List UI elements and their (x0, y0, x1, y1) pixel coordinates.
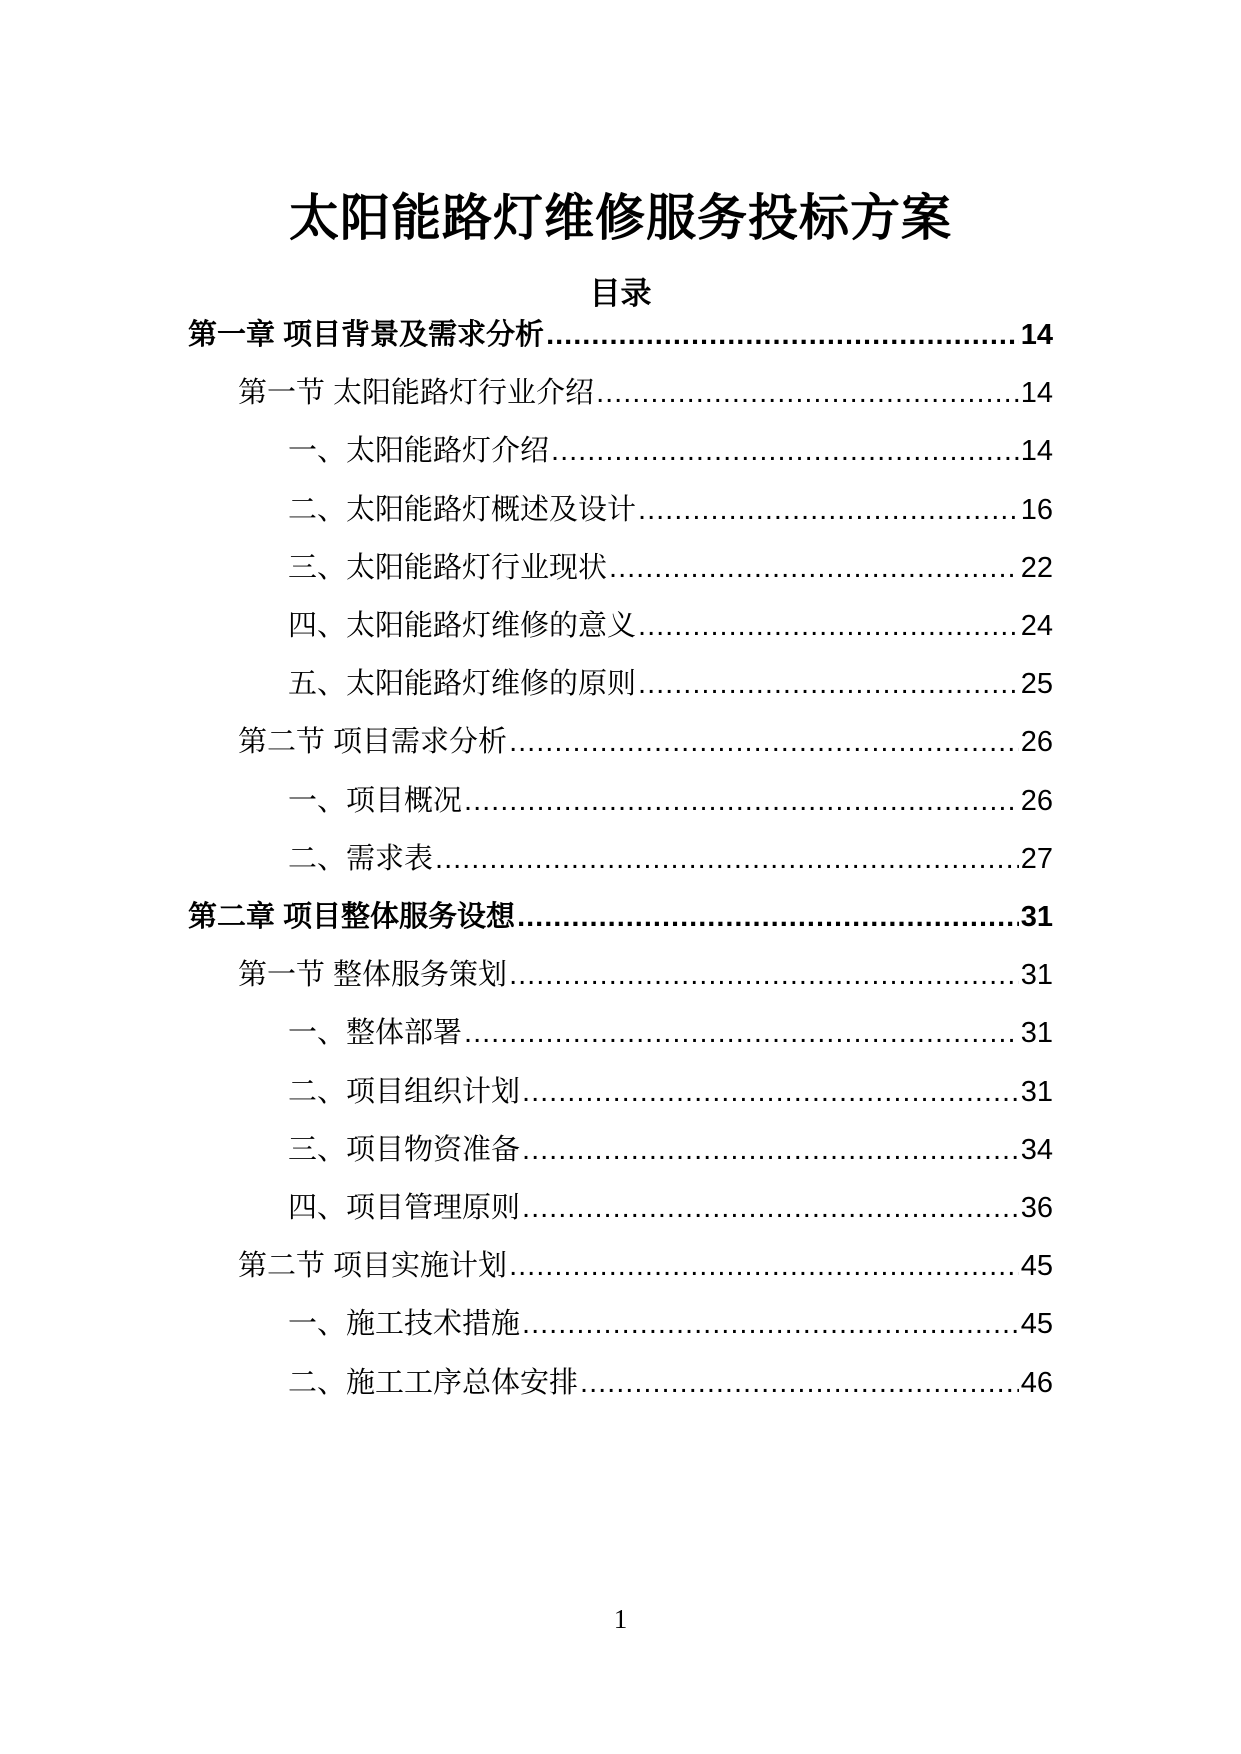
toc-entry-label: 第二节 项目需求分析 (238, 726, 508, 759)
toc-entry-label: 一、太阳能路灯介绍 (288, 435, 550, 468)
toc-entry[interactable] (238, 945, 1053, 995)
toc-entry-page: 26 (1020, 726, 1053, 759)
toc-entry[interactable] (288, 654, 1053, 704)
toc-entry-label: 一、项目概况 (288, 784, 463, 817)
toc-leader-dots (522, 1188, 1019, 1228)
toc-leader-dots (435, 839, 1019, 879)
toc-entry[interactable] (188, 887, 1053, 937)
document-title: 太阳能路灯维修服务投标方案 (289, 190, 952, 246)
toc-entry-page: 26 (1020, 784, 1053, 817)
toc-leader-dots (609, 548, 1019, 588)
toc-leader-dots (522, 1130, 1019, 1170)
toc-entry-label: 三、项目物资准备 (288, 1133, 521, 1166)
toc-entry[interactable] (288, 771, 1053, 821)
toc-entry[interactable] (288, 480, 1053, 530)
toc-entry-page: 31 (1020, 1017, 1053, 1050)
toc-entry[interactable] (288, 1003, 1053, 1053)
toc-leader-dots (464, 781, 1019, 821)
toc-entry-label: 一、整体部署 (288, 1017, 463, 1050)
toc-heading: 目录 (589, 276, 652, 311)
toc-entry[interactable] (288, 421, 1053, 471)
toc-entry[interactable] (288, 596, 1053, 646)
toc-leader-dots (551, 431, 1019, 471)
toc-leader-dots (509, 1246, 1019, 1286)
toc-entry[interactable] (288, 829, 1053, 879)
toc-entry-page: 25 (1020, 668, 1053, 701)
toc-entry-page: 31 (1020, 1075, 1053, 1108)
toc-entry[interactable] (288, 1353, 1053, 1403)
toc-entry-page: 31 (1020, 901, 1053, 933)
toc-entry-label: 第一章 项目背景及需求分析 (188, 319, 545, 351)
toc-entry-label: 一、施工技术措施 (288, 1308, 521, 1341)
toc-entry-page: 45 (1020, 1250, 1053, 1283)
toc-leader-dots (522, 1072, 1019, 1112)
toc-entry-page: 16 (1020, 493, 1053, 526)
toc-leader-dots (638, 664, 1019, 704)
toc-entry-page: 36 (1020, 1192, 1053, 1224)
toc-entry-label: 二、施工工序总体安排 (288, 1366, 579, 1399)
toc-entry-label: 第一节 太阳能路灯行业介绍 (238, 377, 595, 410)
toc-entry[interactable] (288, 538, 1053, 588)
toc-entry[interactable] (288, 1178, 1053, 1228)
toc-leader-dots (638, 606, 1019, 646)
toc-entry-page: 34 (1020, 1133, 1053, 1166)
toc-entry-label: 三、太阳能路灯行业现状 (288, 551, 608, 584)
toc-entry-label: 第一节 整体服务策划 (238, 959, 508, 992)
toc-entry-page: 22 (1020, 551, 1053, 584)
toc-entry-page: 24 (1020, 610, 1053, 642)
toc-entry-page: 45 (1020, 1308, 1053, 1341)
toc-leader-dots (517, 897, 1019, 937)
toc-leader-dots (596, 373, 1019, 413)
toc-entry-label: 第二章 项目整体服务设想 (188, 901, 516, 933)
toc-leader-dots (638, 490, 1019, 530)
toc-entry[interactable] (288, 1294, 1053, 1344)
toc-leader-dots (580, 1363, 1019, 1403)
toc-leader-dots (522, 1304, 1019, 1344)
toc-entry-label: 二、太阳能路灯概述及设计 (288, 493, 637, 526)
toc-leader-dots (546, 315, 1019, 355)
toc-entry-label: 二、项目组织计划 (288, 1075, 521, 1108)
toc-leader-dots (464, 1013, 1019, 1053)
toc-entry[interactable] (288, 1062, 1053, 1112)
page-number: 1 (613, 1604, 628, 1634)
toc-entry-page: 27 (1020, 842, 1053, 875)
toc-entry[interactable] (188, 305, 1053, 355)
toc-entry-page: 14 (1020, 435, 1053, 468)
toc-entry[interactable] (238, 363, 1053, 413)
toc-leader-dots (509, 722, 1019, 762)
toc-entry-page: 31 (1020, 959, 1053, 992)
toc-entry-label: 四、项目管理原则 (288, 1192, 521, 1224)
toc-entry-label: 四、太阳能路灯维修的意义 (288, 610, 637, 642)
toc-entry[interactable] (288, 1120, 1053, 1170)
toc-entry-page: 14 (1020, 377, 1053, 410)
toc-entry[interactable] (238, 712, 1053, 762)
toc-entry-label: 五、太阳能路灯维修的原则 (288, 668, 637, 701)
toc-entry-label: 二、需求表 (288, 842, 434, 875)
toc-entry-page: 14 (1020, 319, 1053, 351)
toc-leader-dots (509, 955, 1019, 995)
toc-entry-page: 46 (1020, 1366, 1053, 1399)
toc-entry[interactable] (238, 1236, 1053, 1286)
toc-entry-label: 第二节 项目实施计划 (238, 1250, 508, 1283)
